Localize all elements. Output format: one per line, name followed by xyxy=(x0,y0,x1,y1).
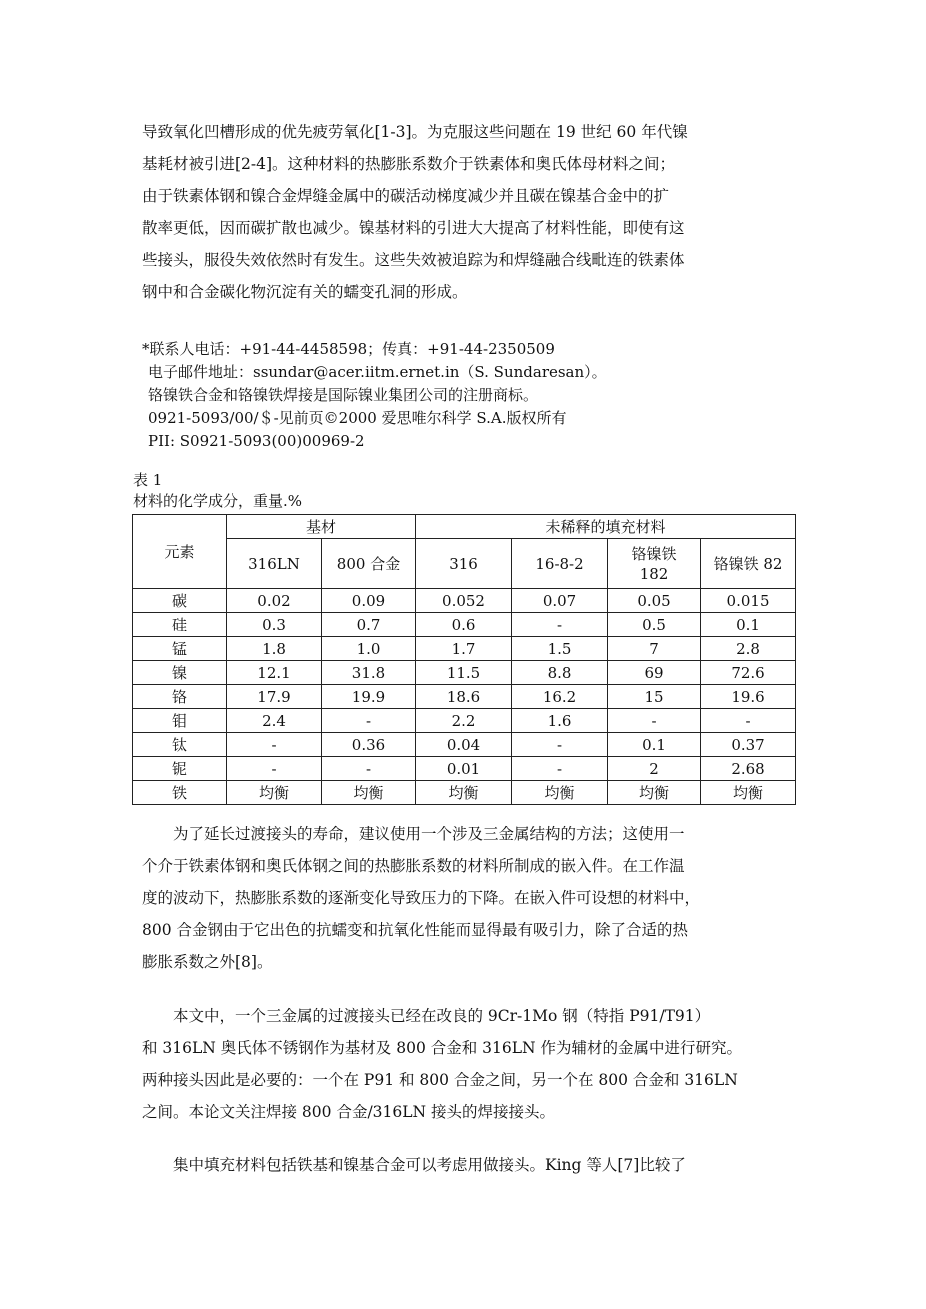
table-cell: 2.68 xyxy=(701,757,796,781)
table-row xyxy=(133,685,796,709)
table-row xyxy=(133,757,796,781)
table-cell: 0.01 xyxy=(416,757,512,781)
table-cell: - xyxy=(322,757,416,781)
table-cell: - xyxy=(227,757,322,781)
column-header: 铬镍铁 82 xyxy=(701,539,796,589)
table-cell: 0.015 xyxy=(701,589,796,613)
table-cell: 0.05 xyxy=(608,589,701,613)
footnote-contact: *联系人电话：+91-44-4458598；传真：+91-44-2350509 xyxy=(142,340,555,358)
table-cell: 1.8 xyxy=(227,637,322,661)
table-cell: 0.1 xyxy=(608,733,701,757)
table-cell: 2.2 xyxy=(416,709,512,733)
table-cell: 均衡 xyxy=(416,781,512,805)
row-element-label: 钼 xyxy=(133,709,227,733)
text-line: 基耗材被引进[2-4]。这种材料的热膨胀系数介于铁素体和奥氏体母材料之间； xyxy=(142,155,676,173)
footnote-trademark: 铬镍铁合金和铬镍铁焊接是国际镍业集团公司的注册商标。 xyxy=(148,386,539,404)
table-cell: 0.04 xyxy=(416,733,512,757)
table-cell: 1.6 xyxy=(512,709,608,733)
text-line: 膨胀系数之外[8]。 xyxy=(142,953,273,971)
column-header: 316 xyxy=(416,539,512,589)
table-cell: 0.07 xyxy=(512,589,608,613)
footnote-email: 电子邮件地址：ssundar@acer.iitm.ernet.in（S. Sundaresan）。 xyxy=(148,363,607,381)
table-cell: 72.6 xyxy=(701,661,796,685)
table-row xyxy=(133,589,796,613)
text-line: 800 合金钢由于它出色的抗蠕变和抗氧化性能而显得最有吸引力，除了合适的热 xyxy=(142,921,689,939)
table-cell: - xyxy=(227,733,322,757)
text-line: 导致氧化凹槽形成的优先疲劳氧化[1-3]。为克服这些问题在 19 世纪 60 年代镍 xyxy=(142,123,688,141)
table-cell: 11.5 xyxy=(416,661,512,685)
text-line: 度的波动下，热膨胀系数的逐渐变化导致压力的下降。在嵌入件可设想的材料中， xyxy=(142,889,701,907)
table-cell: - xyxy=(701,709,796,733)
table-cell: 均衡 xyxy=(608,781,701,805)
table-cell: 31.8 xyxy=(322,661,416,685)
text-line: 两种接头因此是必要的：一个在 P91 和 800 合金之间，另一个在 800 合金和 316LN xyxy=(142,1071,738,1089)
row-element-label: 锰 xyxy=(133,637,227,661)
table-cell: 1.5 xyxy=(512,637,608,661)
text-line: 钢中和合金碳化物沉淀有关的蠕变孔洞的形成。 xyxy=(142,283,468,301)
table-row xyxy=(133,613,796,637)
table-cell: - xyxy=(322,709,416,733)
table-cell: 0.7 xyxy=(322,613,416,637)
column-header: 800 合金 xyxy=(322,539,416,589)
table-row xyxy=(133,733,796,757)
row-element-label: 铌 xyxy=(133,757,227,781)
table-cell: 均衡 xyxy=(701,781,796,805)
row-element-label: 碳 xyxy=(133,589,227,613)
table-cell: - xyxy=(608,709,701,733)
table-cell: 1.7 xyxy=(416,637,512,661)
table-cell: 17.9 xyxy=(227,685,322,709)
table-row xyxy=(133,637,796,661)
table-cell: 69 xyxy=(608,661,701,685)
row-element-label: 铁 xyxy=(133,781,227,805)
table-cell: 19.6 xyxy=(701,685,796,709)
table-cell: 16.2 xyxy=(512,685,608,709)
table-cell: 1.0 xyxy=(322,637,416,661)
table-cell: 7 xyxy=(608,637,701,661)
table-label: 表 1 xyxy=(133,471,163,489)
table-cell: 均衡 xyxy=(227,781,322,805)
footnote-copyright: 0921-5093/00/＄-见前页©2000 爱思唯尔科学 S.A.版权所有 xyxy=(148,409,567,427)
table-caption: 材料的化学成分，重量.% xyxy=(133,492,303,510)
text-line: 散率更低，因而碳扩散也减少。镍基材料的引进大大提高了材料性能，即使有这 xyxy=(142,219,685,237)
row-element-label: 镍 xyxy=(133,661,227,685)
text-line: 本文中，一个三金属的过渡接头已经在改良的 9Cr-1Mo 钢（特指 P91/T91） xyxy=(142,1007,711,1025)
text-line: 为了延长过渡接头的寿命，建议使用一个涉及三金属结构的方法；这使用一 xyxy=(142,825,685,843)
table-cell: 均衡 xyxy=(322,781,416,805)
header-element: 元素 xyxy=(133,515,227,589)
text-line: 些接头，服役失效依然时有发生。这些失效被追踪为和焊缝融合线毗连的铁素体 xyxy=(142,251,685,269)
table-cell: 0.02 xyxy=(227,589,322,613)
table-cell: 0.3 xyxy=(227,613,322,637)
text-line: 集中填充材料包括铁基和镍基合金可以考虑用做接头。King 等人[7]比较了 xyxy=(142,1156,686,1174)
table-cell: 2.8 xyxy=(701,637,796,661)
table-cell: 18.6 xyxy=(416,685,512,709)
text-line: 个介于铁素体钢和奥氏体钢之间的热膨胀系数的材料所制成的嵌入件。在工作温 xyxy=(142,857,685,875)
table-cell: 8.8 xyxy=(512,661,608,685)
footnotes xyxy=(142,338,842,453)
column-header: 316LN xyxy=(227,539,322,589)
table-cell: 0.09 xyxy=(322,589,416,613)
table-cell: - xyxy=(512,733,608,757)
table-cell: 0.5 xyxy=(608,613,701,637)
header-group-filler: 未稀释的填充材料 xyxy=(416,515,796,539)
row-element-label: 硅 xyxy=(133,613,227,637)
table-cell: 2.4 xyxy=(227,709,322,733)
table-cell: 0.6 xyxy=(416,613,512,637)
table-cell: - xyxy=(512,757,608,781)
text-line: 之间。本论文关注焊接 800 合金/316LN 接头的焊接接头。 xyxy=(142,1103,556,1121)
body-paragraph-top xyxy=(142,116,797,308)
chemical-composition-table xyxy=(132,514,796,805)
footnote-pii: PII: S0921-5093(00)00969-2 xyxy=(148,432,365,450)
table-cell: 15 xyxy=(608,685,701,709)
table-cell: 0.36 xyxy=(322,733,416,757)
text-line: 由于铁素体钢和镍合金焊缝金属中的碳活动梯度减少并且碳在镍基合金中的扩 xyxy=(142,187,670,205)
body-paragraph-2 xyxy=(142,818,797,978)
body-paragraph-3 xyxy=(142,1000,797,1128)
body-paragraph-4 xyxy=(142,1149,797,1181)
table-row xyxy=(133,709,796,733)
table-cell: 0.1 xyxy=(701,613,796,637)
table-row xyxy=(133,781,796,805)
table-cell: 19.9 xyxy=(322,685,416,709)
header-group-base: 基材 xyxy=(227,515,416,539)
table-cell: 2 xyxy=(608,757,701,781)
text-line: 和 316LN 奥氏体不锈钢作为基材及 800 合金和 316LN 作为辅材的金属中进行研究。 xyxy=(142,1039,743,1057)
row-element-label: 铬 xyxy=(133,685,227,709)
table-cell: 0.052 xyxy=(416,589,512,613)
column-header: 铬镍铁 182 xyxy=(608,539,701,589)
column-header: 16-8-2 xyxy=(512,539,608,589)
table-cell: 12.1 xyxy=(227,661,322,685)
row-element-label: 钛 xyxy=(133,733,227,757)
table-cell: 均衡 xyxy=(512,781,608,805)
table-cell: 0.37 xyxy=(701,733,796,757)
table-cell: - xyxy=(512,613,608,637)
table-row xyxy=(133,661,796,685)
